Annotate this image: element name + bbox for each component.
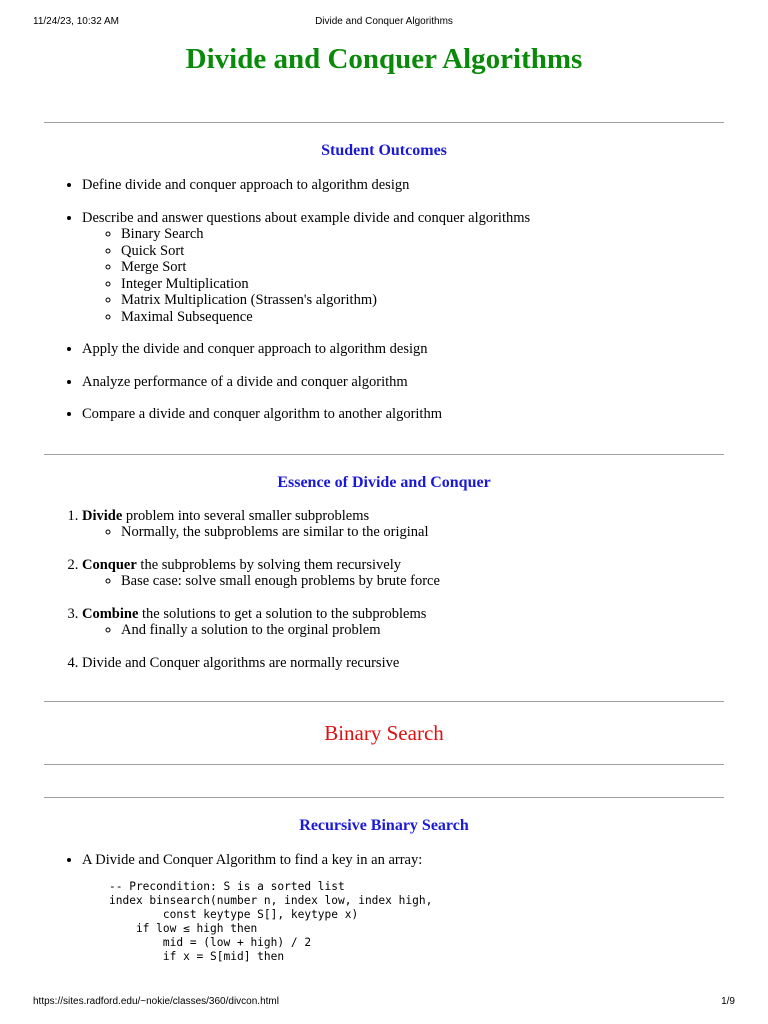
code-line: if low ≤ high then bbox=[109, 921, 258, 935]
list-item: ◦ Quick Sort bbox=[121, 243, 724, 260]
student-outcomes-heading: Student Outcomes bbox=[321, 142, 447, 159]
list-item: ◦ Normally, the subproblems are similar to the original bbox=[121, 524, 724, 541]
list-item: ◦ Maximal Subsequence bbox=[121, 309, 724, 326]
code-line: index binsearch(number n, index low, index high, bbox=[109, 893, 433, 907]
essence-heading: Essence of Divide and Conquer bbox=[277, 473, 491, 491]
code-line: -- Precondition: S is a sorted list bbox=[109, 879, 345, 893]
recursive-binary-search-heading: Recursive Binary Search bbox=[299, 817, 469, 834]
list-item: • A Divide and Conquer Algorithm to find a key in an array: bbox=[82, 852, 724, 869]
print-datetime: 11/24/23, 10:32 AM bbox=[33, 16, 119, 27]
print-header bbox=[0, 16, 768, 30]
code-line: const keytype S[], keytype x) bbox=[109, 907, 359, 921]
list-item: ◦ Binary Search bbox=[121, 226, 724, 243]
print-footer bbox=[0, 996, 768, 1010]
code-line: if x = S[mid] then bbox=[109, 949, 285, 963]
list-item: • Define divide and conquer approach to algorithm design bbox=[82, 177, 724, 194]
recursive-bs-list bbox=[44, 852, 724, 869]
code-line: mid = (low + high) / 2 bbox=[109, 935, 312, 949]
list-item: ◦ Base case: solve small enough problems by brute force bbox=[121, 573, 724, 590]
list-item: 4. Divide and Conquer algorithms are normally recursive bbox=[82, 655, 724, 672]
page-content bbox=[44, 36, 724, 964]
list-item: • Apply the divide and conquer approach to algorithm design bbox=[82, 341, 724, 358]
list-item: 3. Combine the solutions to get a solution to the subproblems ◦ And finally a solution to the orginal problem bbox=[82, 606, 724, 639]
list-item: ◦ Matrix Multiplication (Strassen's algorithm) bbox=[121, 292, 724, 309]
example-algorithms-list bbox=[82, 226, 724, 325]
list-item: ◦ Integer Multiplication bbox=[121, 276, 724, 293]
list-item: ◦ Merge Sort bbox=[121, 259, 724, 276]
list-item: • Analyze performance of a divide and conquer algorithm bbox=[82, 374, 724, 391]
binary-search-heading: Binary Search bbox=[324, 721, 444, 745]
print-page-title: Divide and Conquer Algorithms bbox=[315, 16, 453, 27]
binsearch-code-block bbox=[44, 880, 724, 964]
list-item: ◦ And finally a solution to the orginal problem bbox=[121, 622, 724, 639]
list-item: • Compare a divide and conquer algorithm to another algorithm bbox=[82, 406, 724, 423]
page-title: Divide and Conquer Algorithms bbox=[185, 43, 583, 75]
page-number: 1/9 bbox=[721, 996, 735, 1007]
list-item: 2. Conquer the subproblems by solving them recursively ◦ Base case: solve small enough problems by brute force bbox=[82, 557, 724, 590]
list-item: 1. Divide problem into several smaller subproblems ◦ Normally, the subproblems are similar to the original bbox=[82, 508, 724, 541]
outcomes-list bbox=[44, 177, 724, 423]
essence-steps-list bbox=[44, 508, 724, 672]
page-url: https://sites.radford.edu/~nokie/classes/360/divcon.html bbox=[33, 996, 279, 1007]
list-item: • Describe and answer questions about example divide and conquer algorithms ◦ Binary Search ◦ Quick Sort ◦ Merge Sort ◦ Integer Multiplication ◦ Matrix Multiplication (Strassen's algorithm) ◦ Maximal Subsequence bbox=[82, 210, 724, 326]
